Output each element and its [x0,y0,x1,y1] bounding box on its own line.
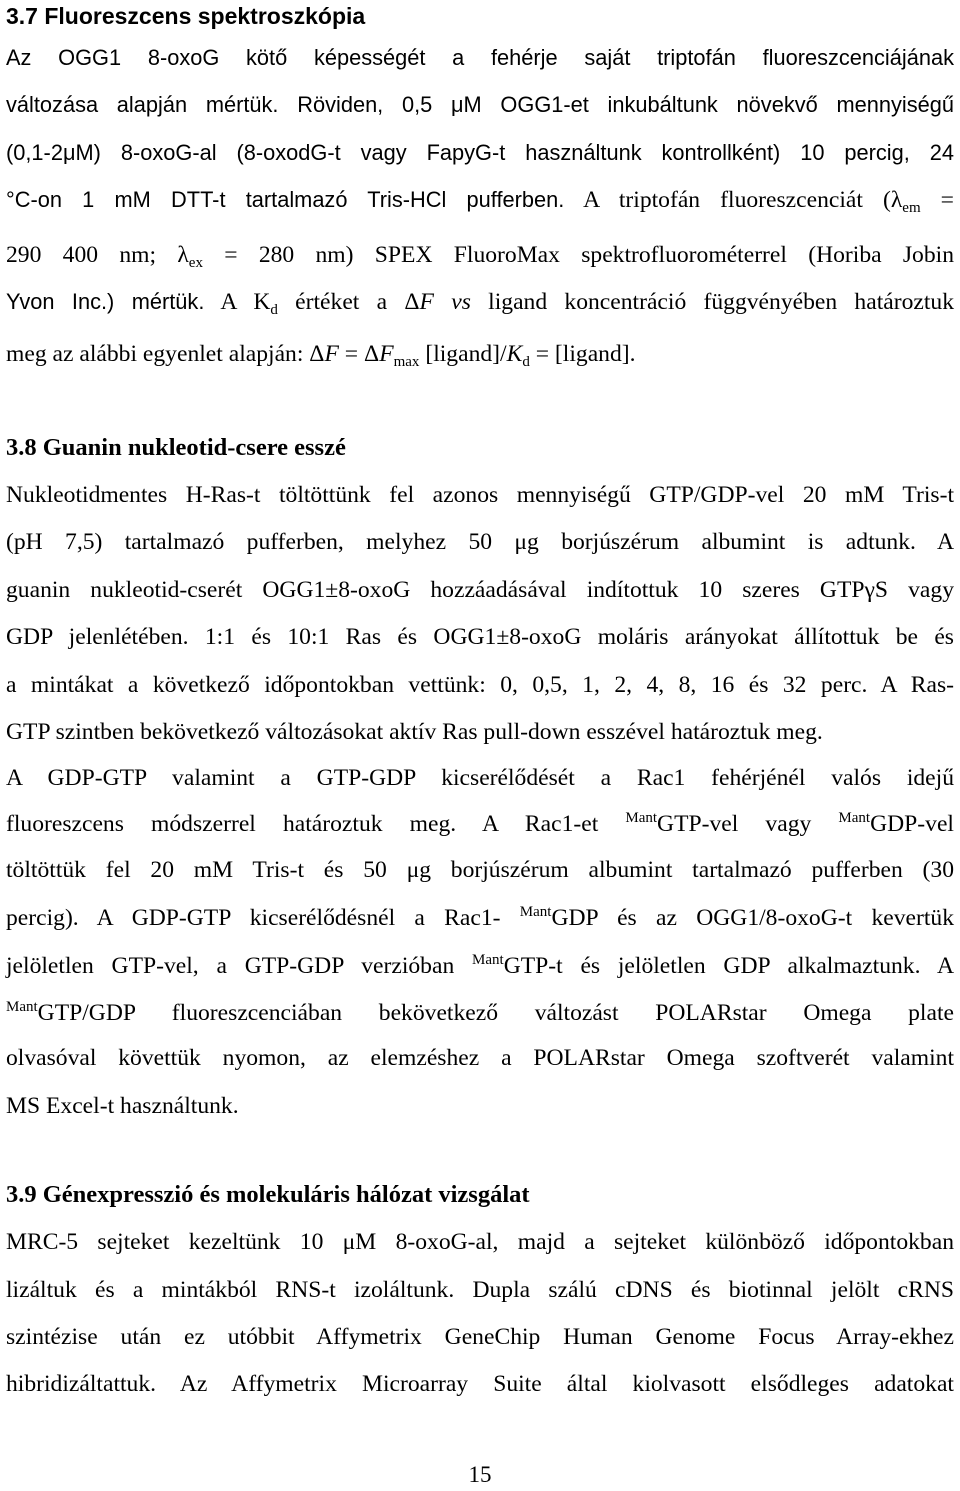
line-segment: = [920,187,954,213]
subscript: max [393,354,420,370]
paragraph-line [6,337,954,371]
line-segment: = Δ [338,341,380,367]
line-segment: ligand koncentráció függvényében határoztuk [470,289,954,315]
paragraph-line: guanin nukleotid-cserét OGG1±8-oxoG hozzáadásával indítottuk 10 szeres GTPγS vagy [6,577,954,603]
paragraph-line: A GDP-GTP valamint a GTP-GDP kicserélődését a Rac1 fehérjénél valós idejű [6,765,954,791]
page-number: 15 [468,1462,492,1487]
line-segment: GDP-vel [870,811,954,837]
line-segment: jelöletlen GTP-vel, a GTP-GDP verzióban [6,953,473,979]
paragraph-line [6,183,954,217]
section-heading-3-7: 3.7 Fluoreszcens spektroszkópia [6,3,366,29]
line-segment: GDP és az OGG1/8-oxoG-t kevertük [551,905,954,931]
line-segment: [ligand]/ [419,341,507,367]
line-segment: értéket a Δ [277,289,420,315]
line-segment: GTP/GDP fluoreszcenciában bekövetkező változást POLARstar Omega plate [37,1000,954,1026]
line-segment: meg az alábbi egyenlet alapján: Δ [6,341,325,367]
subscript: ex [188,255,203,271]
line-segment: 290 400 nm; λ [6,242,189,268]
paragraph-line: Nukleotidmentes H-Ras-t töltöttünk fel azonos mennyiségű GTP/GDP-vel 20 mM Tris-t [6,482,954,508]
subscript: em [902,200,921,216]
line-segment: A triptofán fluoreszcenciát (λ [583,187,903,213]
italic-text: F [379,341,394,367]
paragraph-line [6,807,954,841]
paragraph-line [6,285,954,319]
line-segment: percig). A GDP-GTP kicserélődésnél a Rac1- [6,905,520,931]
section-heading-3-9: 3.9 Génexpresszió és molekuláris hálózat vizsgálat [6,1181,530,1208]
paragraph-line: töltöttük fel 20 mM Tris-t és 50 μg borjúszérum albumint tartalmazó pufferben (30 [6,857,954,883]
paragraph-line: GDP jelenlétében. 1:1 és 10:1 Ras és OGG1±8-oxoG moláris arányokat állítottuk be és [6,624,954,650]
italic-text: K [506,341,523,367]
subscript: d [522,354,530,370]
paragraph-line: MS Excel-t használtunk. [6,1093,239,1119]
italic-text: F vs [419,289,471,315]
paragraph-line: változása alapján mértük. Röviden, 0,5 μM OGG1-et inkubáltunk növekvő mennyiségű [6,92,954,117]
paragraph-line: (pH 7,5) tartalmazó pufferben, melyhez 50 μg borjúszérum albumint is adtunk. A [6,529,954,555]
line-segment: A K [220,289,271,315]
line-segment: GTP-vel vagy [657,811,839,837]
line-segment: = [ligand]. [529,341,636,367]
superscript-mant: Mant [838,810,871,826]
superscript-mant: Mant [625,810,658,826]
paragraph-line [6,949,954,983]
paragraph-line: (0,1-2μM) 8-oxoG-al (8-oxodG-t vagy FapyG-t használtunk kontrollként) 10 percig, 24 [6,140,954,165]
italic-text: F [324,341,339,367]
paragraph-line [6,901,954,935]
line-segment: = 280 nm) SPEX FluoroMax spektrofluorométerrel (Horiba Jobin [202,242,954,268]
superscript-mant: Mant [6,999,38,1015]
paragraph-line: lizáltuk és a mintákból RNS-t izoláltunk. Dupla szálú cDNS és biotinnal jelölt cRNS [6,1277,954,1303]
line-segment: GTP-t és jelöletlen GDP alkalmaztunk. A [503,953,954,979]
paragraph-line: olvasóval követtük nyomon, az elemzéshez a POLARstar Omega szoftverét valamint [6,1045,954,1071]
paragraph-line: hibridizáltattuk. Az Affymetrix Microarray Suite által kiolvasott elsődleges adatokat [6,1371,954,1397]
subscript: d [270,302,278,318]
line-segment: °C-on 1 mM DTT-t tartalmazó Tris-HCl pufferben. [6,187,565,212]
paragraph-line: MRC-5 sejteket kezeltünk 10 μM 8-oxoG-al, majd a sejteket különböző időpontokban [6,1229,954,1255]
paragraph-line: szintézise után ez utóbbit Affymetrix GeneChip Human Genome Focus Array-ekhez [6,1324,954,1350]
line-segment: fluoreszcens módszerrel határoztuk meg. A Rac1-et [6,811,626,837]
superscript-mant: Mant [519,904,552,920]
line-segment: Yvon Inc.) mértük. [6,289,205,314]
paragraph-line [6,996,954,1030]
paragraph-line: Az OGG1 8-oxoG kötő képességét a fehérje saját triptofán fluoreszcenciájának [6,45,954,70]
paragraph-line: a mintákat a következő időpontokban vettünk: 0, 0,5, 1, 2, 4, 8, 16 és 32 perc. A Ras- [6,672,954,698]
paragraph-line: GTP szintben bekövetkező változásokat aktív Ras pull-down esszével határoztuk meg. [6,719,823,745]
section-heading-3-8: 3.8 Guanin nukleotid-csere esszé [6,434,346,461]
superscript-mant: Mant [472,952,504,968]
paragraph-line [6,238,954,272]
